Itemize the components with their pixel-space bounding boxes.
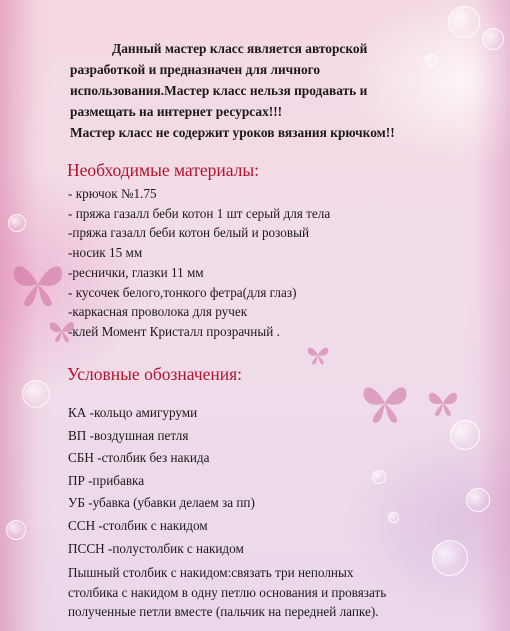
note-line: полученные петли вместе (пальчик на передней лапке). (68, 604, 379, 619)
list-item: ПССН -полустолбик с накидом (68, 540, 244, 556)
list-item: ССН -столбик с накидом (68, 517, 208, 533)
list-item: СБН -столбик без накида (68, 450, 210, 466)
materials-list (68, 184, 488, 342)
intro-line: размещать на интернет ресурсах!!! (70, 104, 283, 119)
list-item: -носик 15 мм (68, 245, 143, 261)
list-item: ПР -прибавка (68, 472, 145, 488)
list-item: КА -кольцо амигуруми (68, 405, 198, 420)
list-item: -пряжа газалл беби котон белый и розовый (68, 225, 310, 241)
stitch-note (68, 563, 488, 622)
list-item: -клей Момент Кристалл прозрачный . (68, 323, 280, 339)
note-line: столбика с накидом в одну петлю основания и провязать (68, 584, 387, 600)
materials-heading: Необходимые материалы: (67, 160, 260, 180)
list-item: - крючок №1.75 (68, 186, 157, 201)
intro-notice (70, 38, 480, 143)
decor-bubble (8, 214, 26, 232)
list-item: -каркасная проволока для ручек (68, 304, 248, 320)
decor-bubble (448, 6, 480, 38)
decor-bubble (22, 380, 50, 408)
butterfly-icon (10, 258, 66, 310)
list-item: УБ -убавка (убавки делаем за пп) (68, 495, 255, 511)
butterfly-icon (306, 344, 330, 366)
intro-line: использования.Мастер класс нельзя продавать и (70, 83, 368, 98)
symbols-list (68, 402, 488, 560)
list-item: ВП -воздушная петля (68, 427, 189, 443)
decor-bubble (6, 520, 26, 540)
list-item: - кусочек белого,тонкого фетра(для глаз) (68, 284, 297, 300)
intro-line: разработкой и предназначен для личного (70, 62, 321, 77)
intro-line: Данный мастер класс является авторской (112, 41, 368, 56)
decor-bubble (482, 28, 504, 50)
list-item: - пряжа газалл беби котон 1 шт серый для тела (68, 205, 331, 221)
list-item: -реснички, глазки 11 мм (68, 264, 204, 280)
note-line: Пышный столбик с накидом:связать три неполных (68, 565, 354, 580)
symbols-heading: Условные обозначения: (67, 364, 243, 384)
intro-line: Мастер класс не содержит уроков вязания крючком!! (70, 125, 395, 140)
